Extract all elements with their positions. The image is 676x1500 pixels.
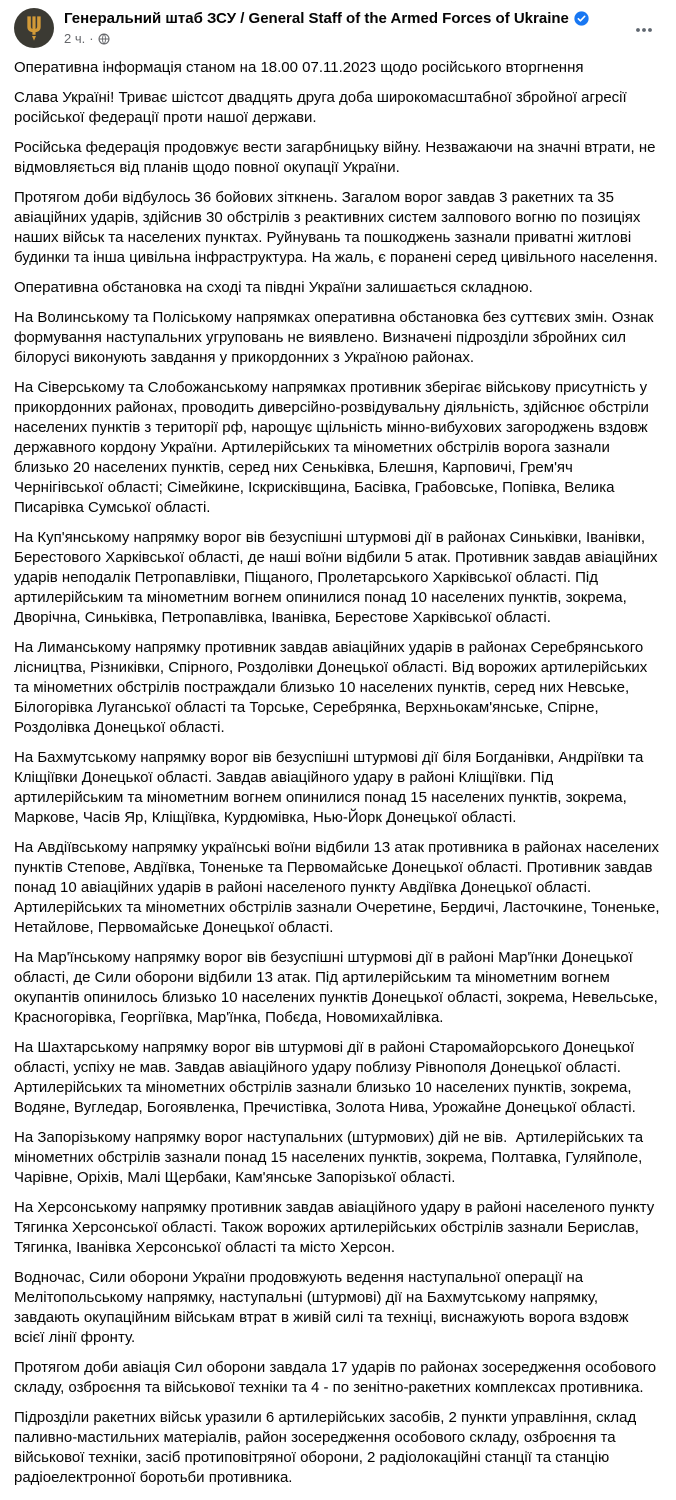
post-meta bbox=[64, 30, 628, 47]
more-options-button[interactable] bbox=[628, 14, 660, 46]
post-paragraph: Протягом доби авіація Сил оборони завдала 17 ударів по районах зосередження особового складу, озброєння та військової техніки та 4 - по зенітно-ракетних комплексах противника. bbox=[14, 1359, 661, 1396]
header-info bbox=[64, 8, 628, 47]
post-paragraph: На Херсонському напрямку противник завдав авіаційного удару в районі населеного пункту Тягинка Херсонської області. Також ворожих артилерійських обстрілів зазнали Берислав, Тягинка, Іванівка Херсонської області та місто Херсон. bbox=[14, 1199, 659, 1256]
post-header bbox=[0, 0, 676, 52]
post-paragraph: На Мар'їнському напрямку ворог вів безуспішні штурмові дії в районі Мар'їнки Донецької області, де Сили оборони відбили 13 атак. Під артилерійським та мінометним вогнем окупантів опинилось близько 10 населених пунктів Донецької області, зокрема, Невельське, Красногорівка, Георгіївка, Мар'їнка, Побєда, Новомихайлівка. bbox=[14, 949, 663, 1026]
post-paragraph: Російська федерація продовжує вести загарбницьку війну. Незважаючи на значні втрати, не відмовляється від планів щодо повної окупації України. bbox=[14, 139, 660, 176]
post-paragraph: Протягом доби відбулось 36 бойових зіткнень. Загалом ворог завдав 3 ракетних та 35 авіаційних ударів, здійснив 30 обстрілів з реактивних систем залпового вогню по позиціях наших військ та населених пунктах. Руйнувань та пошкоджень зазнали приватні житлові будинки та інша цивільна інфраструктура. На жаль, є поранені серед цивільного населення. bbox=[14, 189, 658, 266]
post-paragraph: На Волинському та Поліському напрямках оперативна обстановка без суттєвих змін. Ознак формування наступальних угруповань не виявлено. Визначені підрозділи збройних сил білорусі виконують завдання у прикордонних з Україною районах. bbox=[14, 309, 658, 366]
avatar[interactable] bbox=[14, 8, 54, 48]
post-paragraph: На Запорізькому напрямку ворог наступальних (штурмових) дій не вів. Артилерійських та мінометних обстрілів зазнали понад 15 населених пунктів, зокрема, Полтавка, Гуляйполе, Чарівне, Оріхів, Малі Щербаки, Кам'янське Запорізької області. bbox=[14, 1129, 648, 1186]
post-paragraph: На Сіверському та Слобожанському напрямках противник зберігає військову присутність у прикордонних районах, проводить диверсійно-розвідувальну діяльність, здійснює обстріли населених пунктів з території рф, нарощує щільність мінно-вибухових загороджень вздовж державного кордону України. Артилерійських та мінометних обстрілів ворога зазнали близько 20 населених пунктів, серед них Сеньківка, Блешня, Карповичі, Грем'яч Чернігівської області; Сімейкине, Іскрисківщина, Басівка, Грабовське, Попівка, Велика Писарівка Сумської області. bbox=[14, 379, 654, 516]
post-paragraph: Водночас, Сили оборони України продовжують ведення наступальної операції на Мелітопольському напрямку, наступальні (штурмові) дії на Бахмутському напрямку, завдають окупаційним військам втрат в живій силі та техніці, виснажують ворога вздовж всієї лінії фронту. bbox=[14, 1269, 633, 1346]
page-name[interactable]: Генеральний штаб ЗСУ / General Staff of the Armed Forces of Ukraine bbox=[64, 10, 569, 27]
post-paragraph: На Авдіївському напрямку українські воїни відбили 13 атак противника в районах населених пунктів Степове, Авдіївка, Тоненьке та Первомайське Донецької області. Противник завдав понад 10 авіаційних ударів в районі населеного пункту Авдіївка Донецької області. Артилерійських та мінометних обстрілів зазнали Очеретине, Бердичі, Ласточкине, Тоненьке, Нетайлове, Первомайське Донецької області. bbox=[14, 839, 664, 936]
post-paragraph: На Лиманському напрямку противник завдав авіаційних ударів в районах Серебрянського лісництва, Різниківки, Спірного, Роздолівки Донецької області. Від ворожих артилерійських та мінометних обстрілів постраждали близько 10 населених пунктів, серед них Невське, Білогорівка Луганської області та Торське, Серебрянка, Верхньокам'янське, Спірне, Роздолівка Донецької області. bbox=[14, 639, 652, 736]
post-paragraph: На Бахмутському напрямку ворог вів безуспішні штурмові дії біля Богданівки, Андріївки та Кліщіївки Донецької області. Завдав авіаційного удару в районі Кліщіївки. Під артилерійським та мінометним вогнем опинилися понад 15 населених пунктів, зокрема, Маркове, Часів Яр, Кліщіївка, Курдюмівка, Нью-Йорк Донецької області. bbox=[14, 749, 648, 826]
dot-separator: · bbox=[89, 31, 94, 46]
post-content bbox=[0, 52, 676, 1500]
post-paragraph: Оперативна обстановка на сході та півдні України залишається складною. bbox=[14, 279, 533, 296]
post-paragraph: На Куп'янському напрямку ворог вів безуспішні штурмові дії в районах Синьківки, Іванівки, Берестового Харківської області, де наші воїни відбили 5 атак. Противник завдав авіаційних ударів неподалік Петропавлівки, Піщаного, Пролетарського Харківської області. Під артилерійським та мінометним вогнем опинилися понад 10 населених пунктів, зокрема, Дворічна, Синьківка, Петропавлівка, Іванівка, Берестове Харківської області. bbox=[14, 529, 662, 626]
timestamp[interactable]: 2 ч. bbox=[64, 31, 86, 46]
post-paragraph: На Шахтарському напрямку ворог вів штурмові дії в районі Старомайорського Донецької області, успіху не мав. Завдав авіаційного удару поблизу Рівнополя Донецької області. Артилерійських та мінометних обстрілів зазнали близько 10 населених пунктів, зокрема, Водяне, Вугледар, Богоявленка, Пречистівка, Золота Нива, Урожайне Донецької області. bbox=[14, 1039, 639, 1116]
verified-badge-icon bbox=[574, 11, 589, 26]
trident-icon bbox=[24, 15, 44, 42]
ellipsis-icon bbox=[634, 20, 654, 40]
globe-icon bbox=[98, 33, 110, 45]
post-paragraph: Оперативна інформація станом на 18.00 07.11.2023 щодо російського вторгнення bbox=[14, 59, 584, 76]
name-row bbox=[64, 9, 628, 28]
post-paragraph: Слава Україні! Триває шістсот двадцять друга доба широкомасштабної збройної агресії російської федерації проти нашої держави. bbox=[14, 89, 631, 126]
post-paragraph: Підрозділи ракетних військ уразили 6 артилерійських засобів, 2 пункти управління, склад паливно-мастильних матеріалів, район зосередження особового складу, озброєння та військової техніки, засіб протиповітряної оборони, 2 радіолокаційні станції та станцію радіоелектронної боротьби противника. bbox=[14, 1409, 641, 1486]
